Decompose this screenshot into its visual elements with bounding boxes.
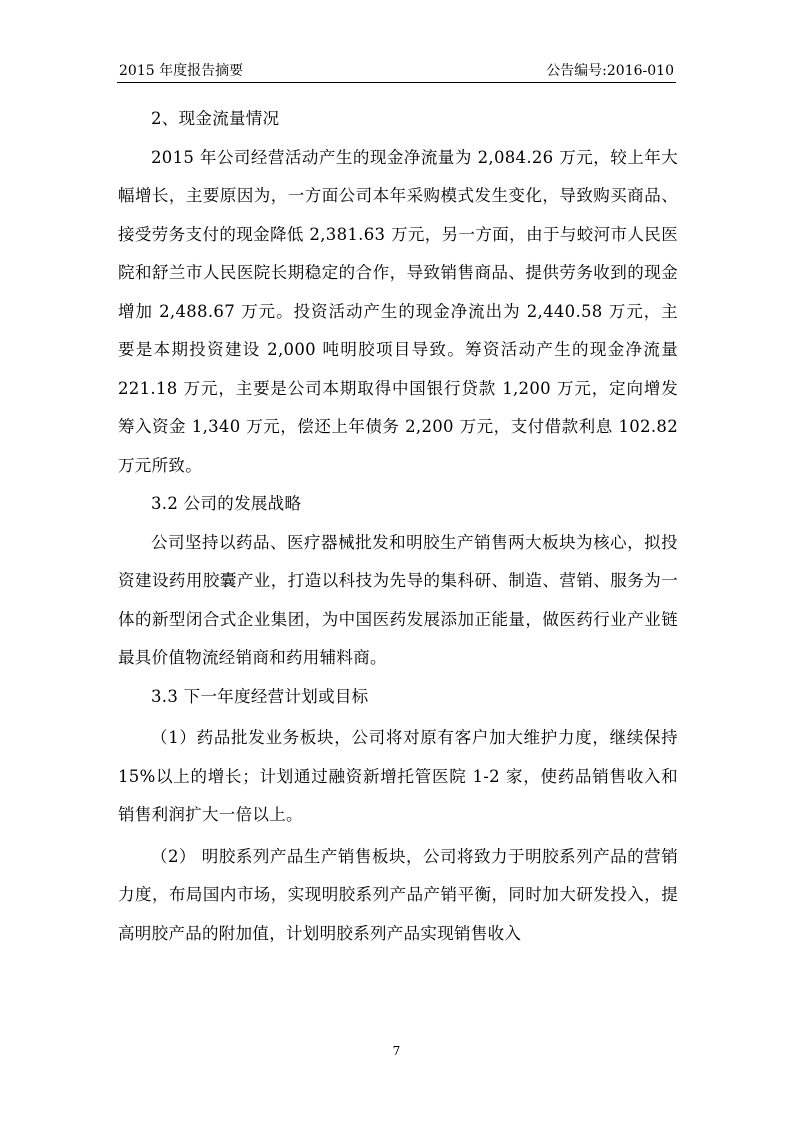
paragraph-strategy: 公司坚持以药品、医疗器械批发和明胶生产销售两大板块为核心，拟投资建设药用胶囊产业，打造以科技为先导的集科研、制造、营销、服务为一体的新型闭合式企业集团，为中国医药发展添加正能量，做医药行业产业链最具价值物流经销商和药用辅料商。 — [118, 532, 678, 667]
page-header — [117, 60, 676, 83]
paragraph-cash-flow: 2015 年公司经营活动产生的现金净流量为 2,084.26 万元，较上年大幅增长，主要原因为，一方面公司本年采购模式发生变化，导致购买商品、接受劳务支付的现金降低 2,381.63 万元，另一方面，由于与蛟河市人民医院和舒兰市人民医院长期稳定的合作，导致销售商品、提供劳务收到的现金增加 2,488.67 万元。投资活动产生的现金净流出为 2,440.58 万元，主要是本期投资建设 2,000 吨明胶项目导致。筹资活动产生的现金净流量 221.18 万元，主要是公司本期取得中国银行贷款 1,200 万元，定向增发筹入资金 1,340 万元，偿还上年债务 2,200 万元，支付借款利息 102.82 万元所致。 — [118, 147, 678, 475]
header-announcement-number: 公告编号:2016-010 — [546, 63, 674, 79]
header-report-title: 2015 年度报告摘要 — [119, 63, 244, 79]
section-heading-cash-flow: 2、现金流量情况 — [151, 109, 280, 128]
page-number: 7 — [392, 1044, 401, 1058]
paragraph-plan-item-1: （1）药品批发业务板块，公司将对原有客户加大维护力度，继续保持 15%以上的增长；计划通过融资新增托管医院 1-2 家，使药品销售收入和销售利润扩大一倍以上。 — [118, 728, 678, 824]
paragraph-plan-item-2: （2） 明胶系列产品生产销售板块，公司将致力于明胶系列产品的营销力度，布局国内市场，实现明胶系列产品产销平衡，同时加大研发投入，提高明胶产品的附加值，计划明胶系列产品实现销售收入 — [118, 846, 678, 943]
section-heading-strategy: 3.2 公司的发展战略 — [151, 494, 302, 513]
section-heading-plan: 3.3 下一年度经营计划或目标 — [151, 686, 369, 706]
document-body — [118, 100, 678, 953]
